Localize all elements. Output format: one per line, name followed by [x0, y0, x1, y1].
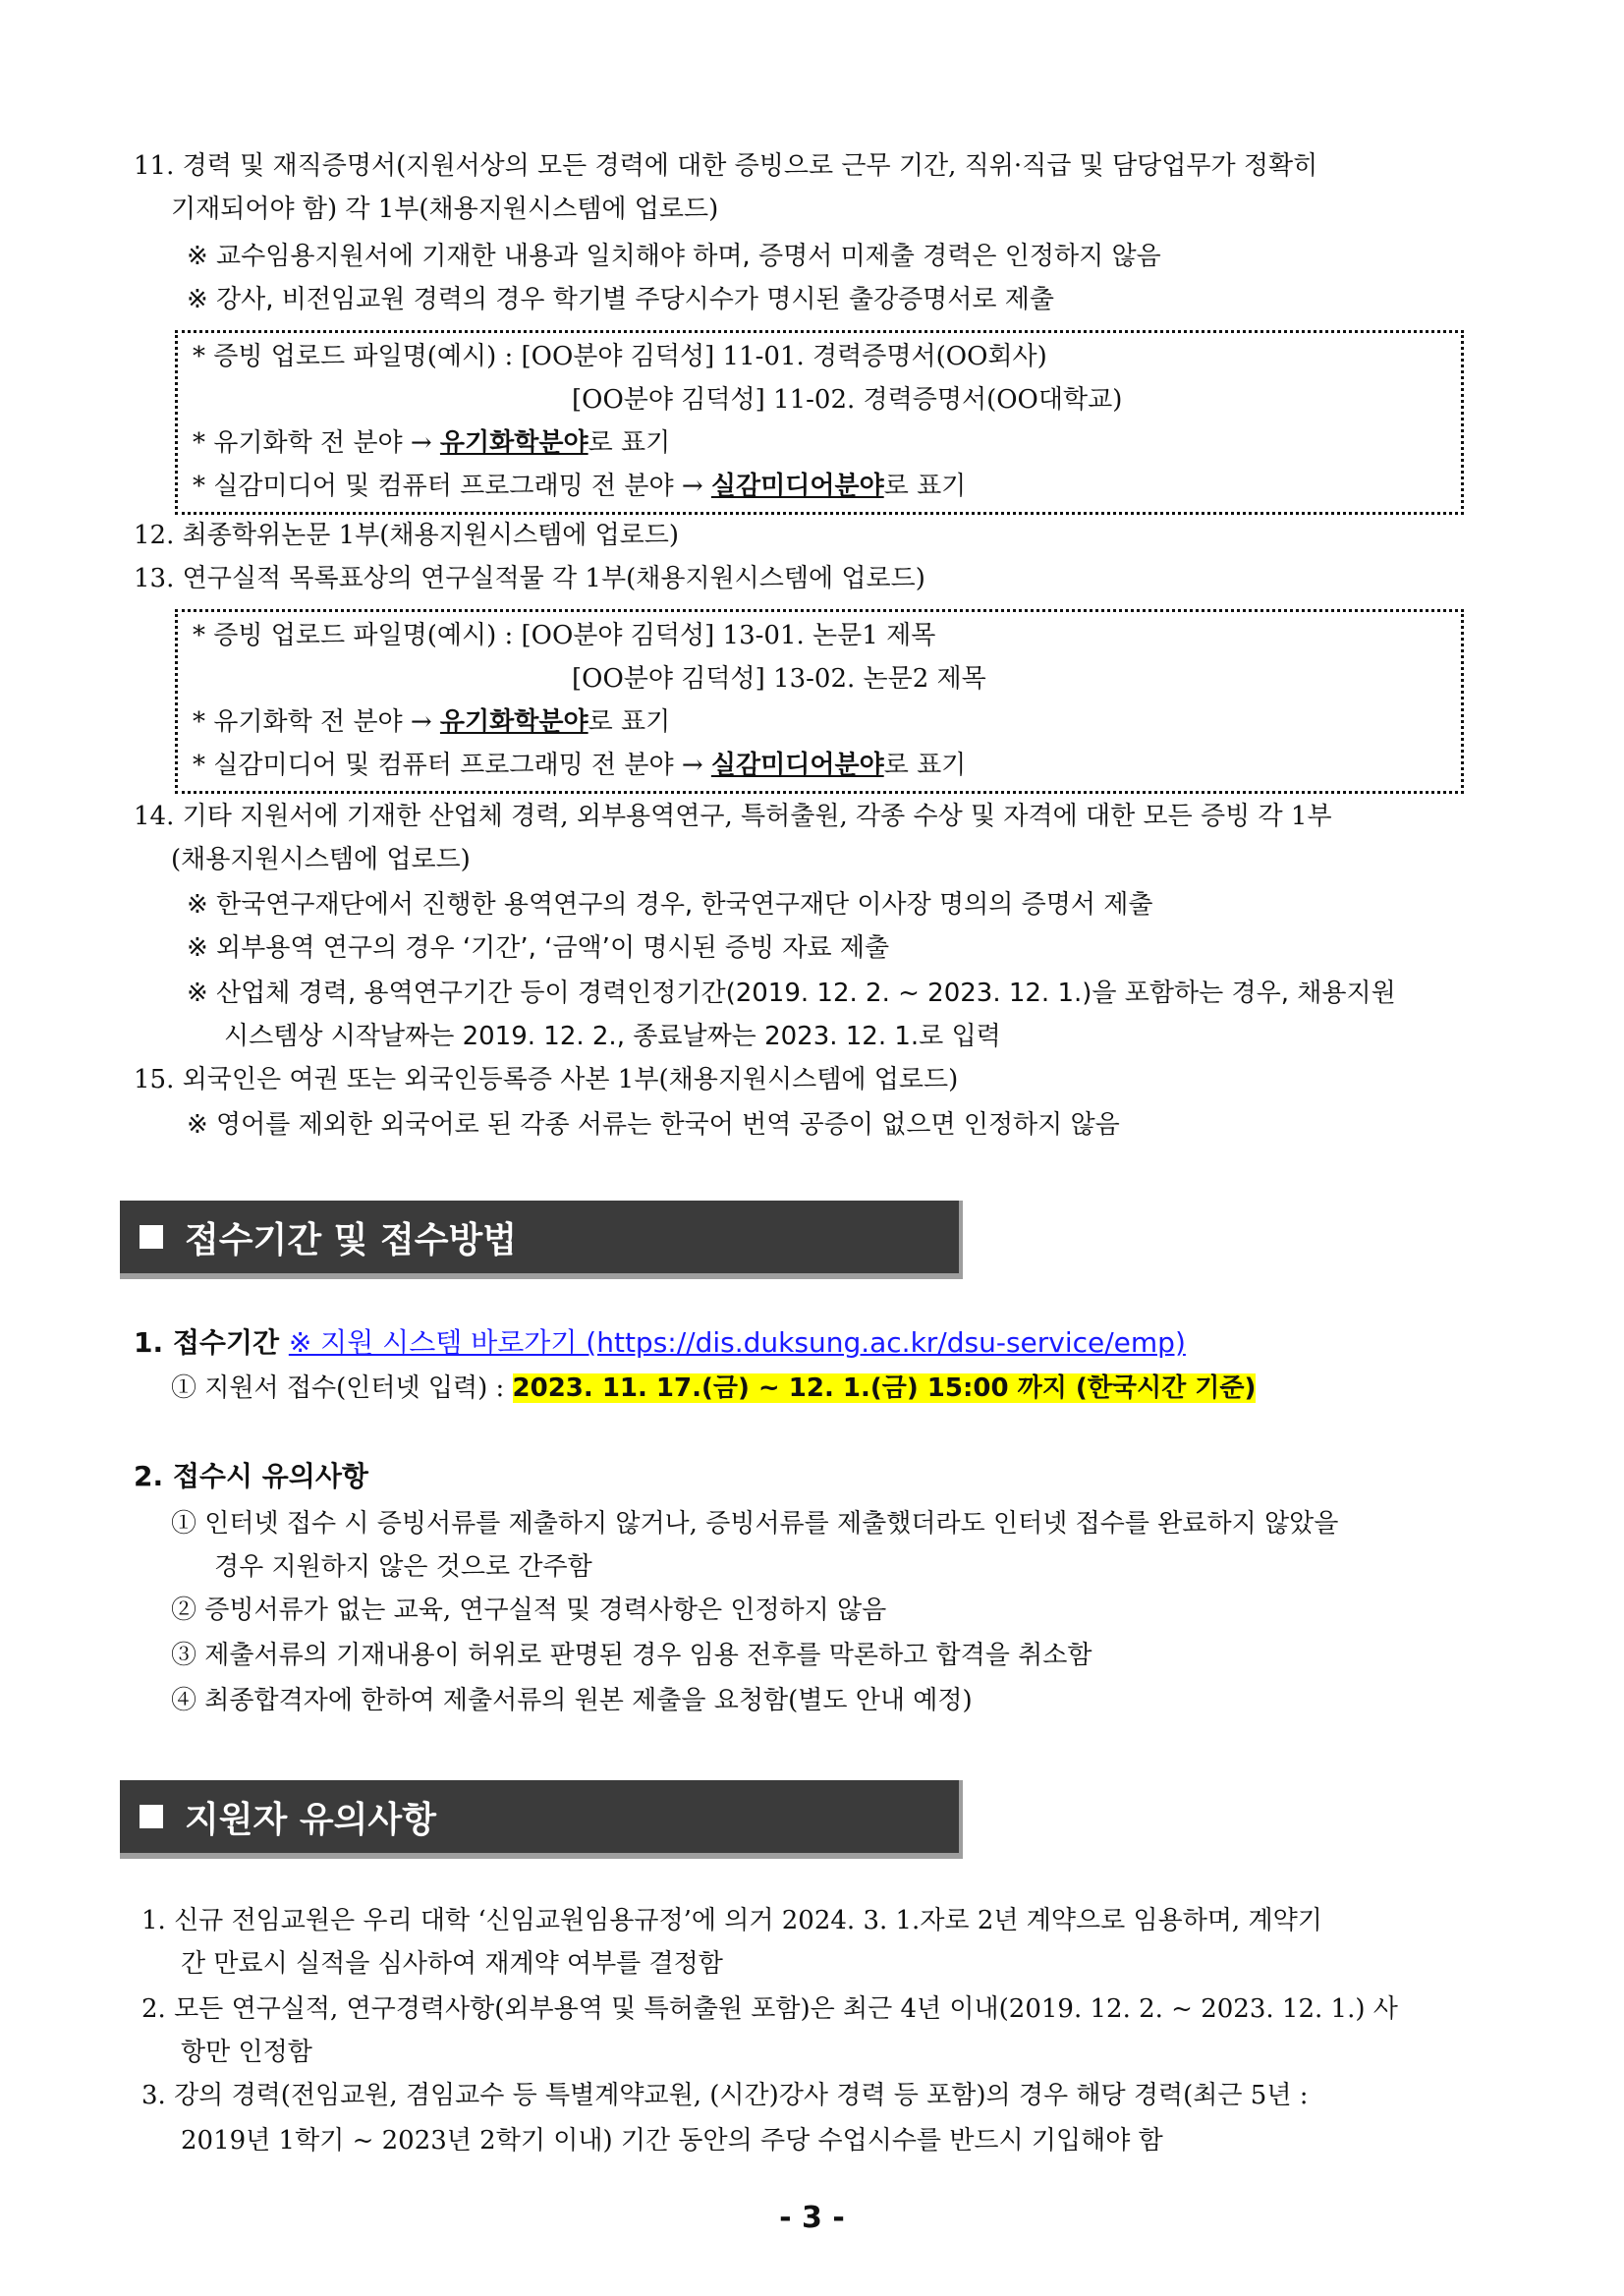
applicant-note-2-line2: 항만 인정함: [181, 2038, 312, 2067]
application-period-label: 1. 접수기간: [134, 1326, 289, 1359]
item-14-line1: 14. 기타 지원서에 기재한 산업체 경력, 외부용역연구, 특허출원, 각종 수상 및 자격에 대한 모든 증빙 각 1부: [134, 802, 1332, 831]
section-header-application: [120, 1201, 963, 1279]
item-14-line2: (채용지원시스템에 업로드): [171, 845, 471, 874]
square-bullet-icon: [140, 1225, 163, 1249]
applicant-note-1-line1: 1. 신규 전임교원은 우리 대학 ‘신임교원임용규정’에 의거 2024. 3. 1.자로 2년 계약으로 임용하며, 계약기: [141, 1906, 1322, 1935]
box2-line3-emphasis: 유기화학분야: [439, 707, 588, 737]
box1-line1: * 증빙 업로드 파일명(예시) : [OO분야 김덕성] 11-01. 경력증명서(OO회사): [193, 342, 1047, 371]
application-note-1-line2: 경우 지원하지 않은 것으로 간주함: [214, 1552, 592, 1582]
applicant-note-3-line2: 2019년 1학기 ~ 2023년 2학기 이내) 기간 동안의 주당 수업시수를 반드시 기입해야 함: [181, 2126, 1163, 2156]
section-title-applicant-notes: 지원자 유의사항: [185, 1799, 436, 1840]
box2-line2: [OO분야 김덕성] 13-02. 논문2 제목: [572, 664, 986, 694]
application-period-item: [171, 1372, 1256, 1405]
application-notes-heading: 2. 접수시 유의사항: [134, 1460, 368, 1492]
item-11-note1: ※ 교수임용지원서에 기재한 내용과 일치해야 하며, 증명서 미제출 경력은 인정하지 않음: [187, 242, 1161, 271]
item-11-line1: 11. 경력 및 재직증명서(지원서상의 모든 경력에 대한 증빙으로 근무 기간, 직위·직급 및 담당업무가 정확히: [134, 151, 1318, 181]
box1-line4: [193, 470, 966, 503]
square-bullet-icon: [140, 1805, 163, 1828]
application-note-2: ② 증빙서류가 없는 교육, 연구실적 및 경력사항은 인정하지 않음: [171, 1596, 887, 1625]
box2-line4-pre: * 실감미디어 및 컴퓨터 프로그래밍 전 분야 →: [193, 751, 711, 780]
item-11-note2: ※ 강사, 비전임교원 경력의 경우 학기별 주당시수가 명시된 출강증명서로 제출: [187, 285, 1055, 314]
box2-line4-emphasis: 실감미디어분야: [710, 751, 884, 780]
item-14-note1: ※ 한국연구재단에서 진행한 용역연구의 경우, 한국연구재단 이사장 명의의 증명서 제출: [187, 890, 1153, 920]
applicant-note-2-line1: 2. 모든 연구실적, 연구경력사항(외부용역 및 특허출원 포함)은 최근 4년 이내(2019. 12. 2. ~ 2023. 12. 1.) 사: [141, 1994, 1398, 2024]
box1-line3-post: 로 표기: [588, 428, 671, 458]
applicant-note-1-line2: 간 만료시 실적을 심사하여 재계약 여부를 결정함: [181, 1949, 723, 1979]
box1-line4-pre: * 실감미디어 및 컴퓨터 프로그래밍 전 분야 →: [193, 472, 711, 501]
item-11-line2: 기재되어야 함) 각 1부(채용지원시스템에 업로드): [171, 195, 719, 224]
box1-line4-post: 로 표기: [883, 472, 967, 501]
section-title-application: 접수기간 및 접수방법: [185, 1219, 518, 1260]
box1-line2: [OO분야 김덕성] 11-02. 경력증명서(OO대학교): [572, 385, 1123, 415]
box1-line3-emphasis: 유기화학분야: [439, 428, 588, 458]
item-15: 15. 외국인은 여권 또는 외국인등록증 사본 1부(채용지원시스템에 업로드): [134, 1065, 959, 1094]
item-14-note3-line2: 시스템상 시작날짜는 2019. 12. 2., 종료날짜는 2023. 12. 1.로 입력: [224, 1022, 1001, 1051]
item-15-note1: ※ 영어를 제외한 외국어로 된 각종 서류는 한국어 번역 공증이 없으면 인정하지 않음: [187, 1110, 1120, 1140]
box2-line4: [193, 749, 966, 782]
box2-line3: [193, 705, 670, 739]
application-note-3: ③ 제출서류의 기재내용이 허위로 판명된 경우 임용 전후를 막론하고 합격을 취소함: [171, 1641, 1092, 1670]
item-12: 12. 최종학위논문 1부(채용지원시스템에 업로드): [134, 521, 680, 550]
box1-line4-emphasis: 실감미디어분야: [710, 472, 884, 501]
section-header-applicant-notes: [120, 1780, 963, 1859]
page-number: - 3 -: [779, 2201, 845, 2235]
box2-line3-pre: * 유기화학 전 분야 →: [193, 707, 440, 737]
box1-line3-pre: * 유기화학 전 분야 →: [193, 428, 440, 458]
application-deadline-highlight: 2023. 11. 17.(금) ~ 12. 1.(금) 15:00 까지 (한국시간 기준): [512, 1373, 1257, 1403]
box2-line3-post: 로 표기: [588, 707, 671, 737]
application-note-4: ④ 최종합격자에 한하여 제출서류의 원본 제출을 요청함(별도 안내 예정): [171, 1686, 973, 1715]
application-note-1-line1: ① 인터넷 접수 시 증빙서류를 제출하지 않거나, 증빙서류를 제출했더라도 인터넷 접수를 완료하지 않았을: [171, 1509, 1339, 1539]
item-14-note3-line1: ※ 산업체 경력, 용역연구기간 등이 경력인정기간(2019. 12. 2. ~ 2023. 12. 1.)을 포함하는 경우, 채용지원: [187, 979, 1396, 1008]
applicant-note-3-line1: 3. 강의 경력(전임교원, 겸임교수 등 특별계약교원, (시간)강사 경력 등 포함)의 경우 해당 경력(최근 5년 :: [141, 2081, 1309, 2110]
application-period-item-label: ① 지원서 접수(인터넷 입력) :: [171, 1373, 513, 1403]
box2-line1: * 증빙 업로드 파일명(예시) : [OO분야 김덕성] 13-01. 논문1 제목: [193, 621, 936, 650]
item-13: 13. 연구실적 목록표상의 연구실적물 각 1부(채용지원시스템에 업로드): [134, 564, 925, 593]
item-14-note2: ※ 외부용역 연구의 경우 ‘기간’, ‘금액’이 명시된 증빙 자료 제출: [187, 933, 890, 963]
box2-line4-post: 로 표기: [883, 751, 967, 780]
box1-line3: [193, 426, 670, 460]
application-system-link[interactable]: ※ 지원 시스템 바로가기 (https://dis.duksung.ac.kr/dsu-service/emp): [288, 1326, 1186, 1359]
application-period-row: [134, 1326, 1186, 1360]
